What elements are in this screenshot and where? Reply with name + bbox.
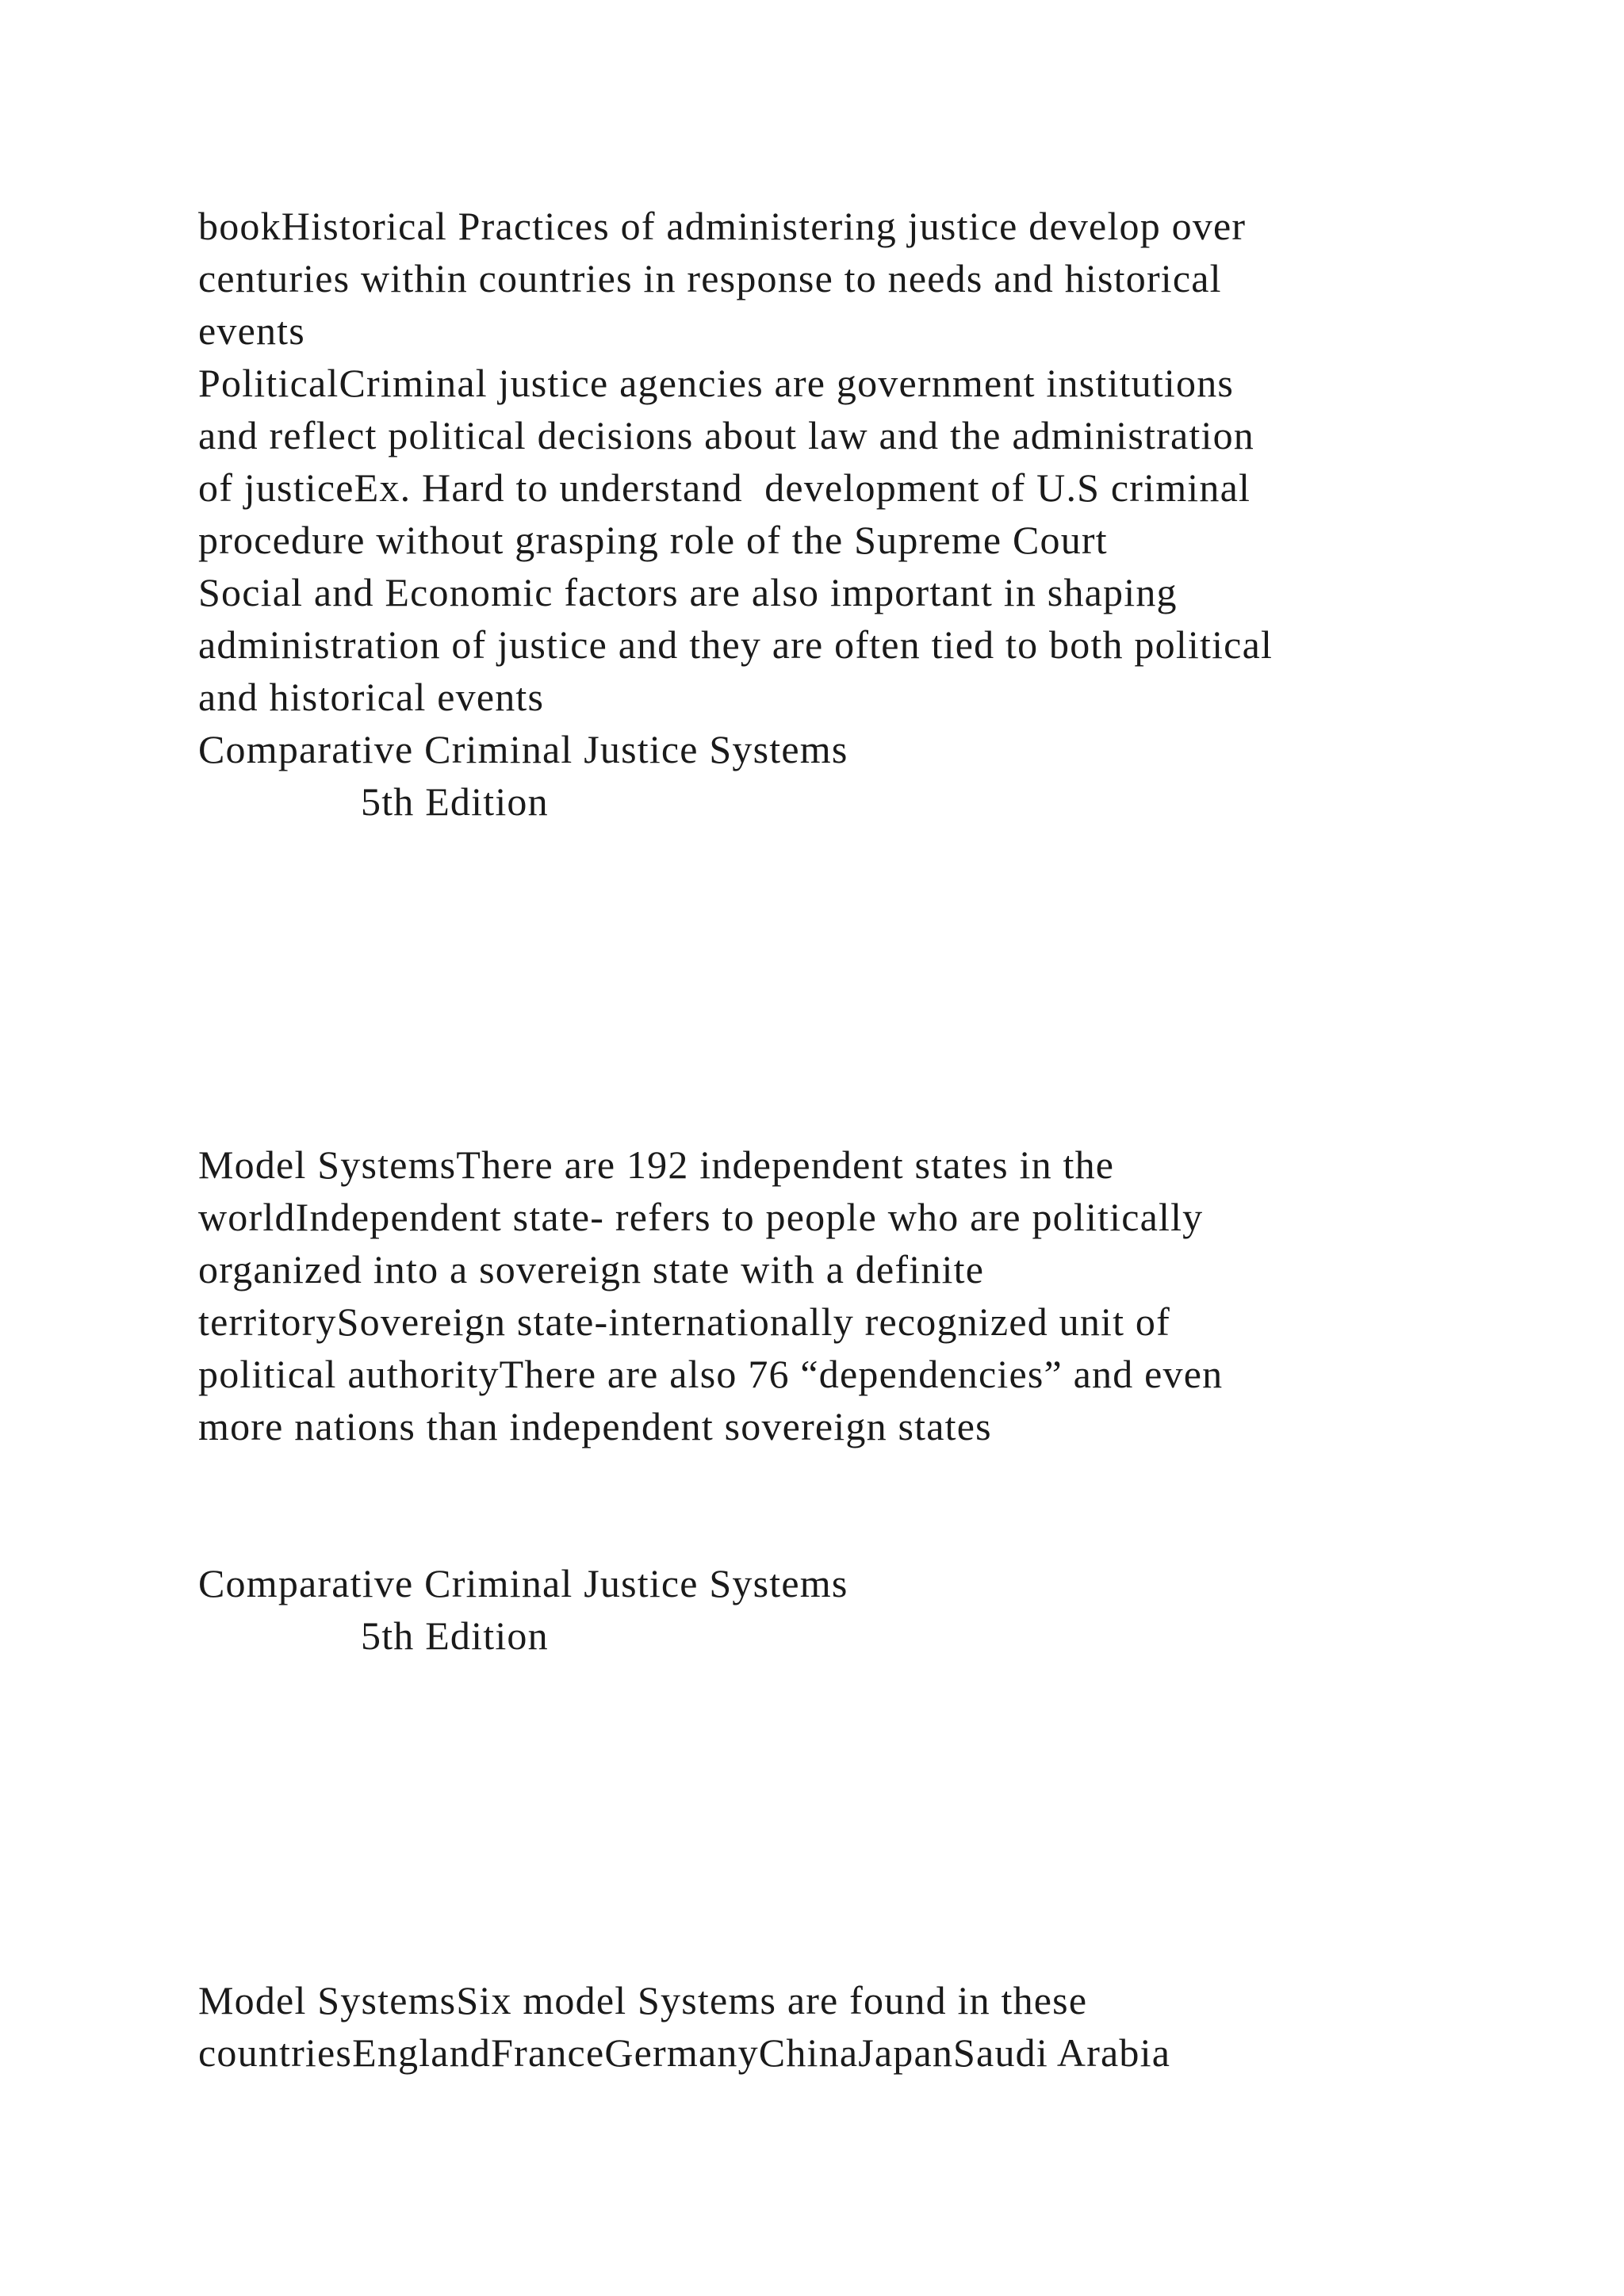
paragraph-line: worldIndependent state- refers to people who are politically <box>198 1195 1204 1239</box>
paragraph-line: of justiceEx. Hard to understand development of U.S criminal <box>198 465 1251 510</box>
slide-footer-edition: 5th Edition <box>361 779 549 824</box>
paragraph-line: countriesEnglandFranceGermanyChinaJapanSaudi Arabia <box>198 2030 1171 2075</box>
paragraph-line: and reflect political decisions about law and the administration <box>198 413 1254 457</box>
paragraph-line: and historical events <box>198 675 545 719</box>
paragraph-line: centuries within countries in response to needs and historical <box>198 256 1222 300</box>
paragraph-line: administration of justice and they are often tied to both political <box>198 622 1274 667</box>
slide-footer-edition: 5th Edition <box>361 1613 549 1658</box>
paragraph-line: events <box>198 308 305 353</box>
paragraph-line: bookHistorical Practices of administering justice develop over <box>198 204 1247 248</box>
paragraph-line: Model SystemsSix model Systems are found in these <box>198 1978 1088 2022</box>
paragraph-line: organized into a sovereign state with a definite <box>198 1247 985 1292</box>
paragraph-line: more nations than independent sovereign states <box>198 1404 992 1448</box>
paragraph-line: PoliticalCriminal justice agencies are government institutions <box>198 361 1235 405</box>
slide-footer-title: Comparative Criminal Justice Systems <box>198 1561 848 1605</box>
slide-footer-title: Comparative Criminal Justice Systems <box>198 727 848 771</box>
paragraph-line: Model SystemsThere are 192 independent states in the <box>198 1142 1115 1187</box>
paragraph-line: Social and Economic factors are also important in shaping <box>198 570 1178 614</box>
paragraph-line: procedure without grasping role of the Supreme Court <box>198 518 1108 562</box>
paragraph-line: territorySovereign state-internationally recognized unit of <box>198 1299 1170 1344</box>
paragraph-line: political authorityThere are also 76 “dependencies” and even <box>198 1352 1224 1396</box>
